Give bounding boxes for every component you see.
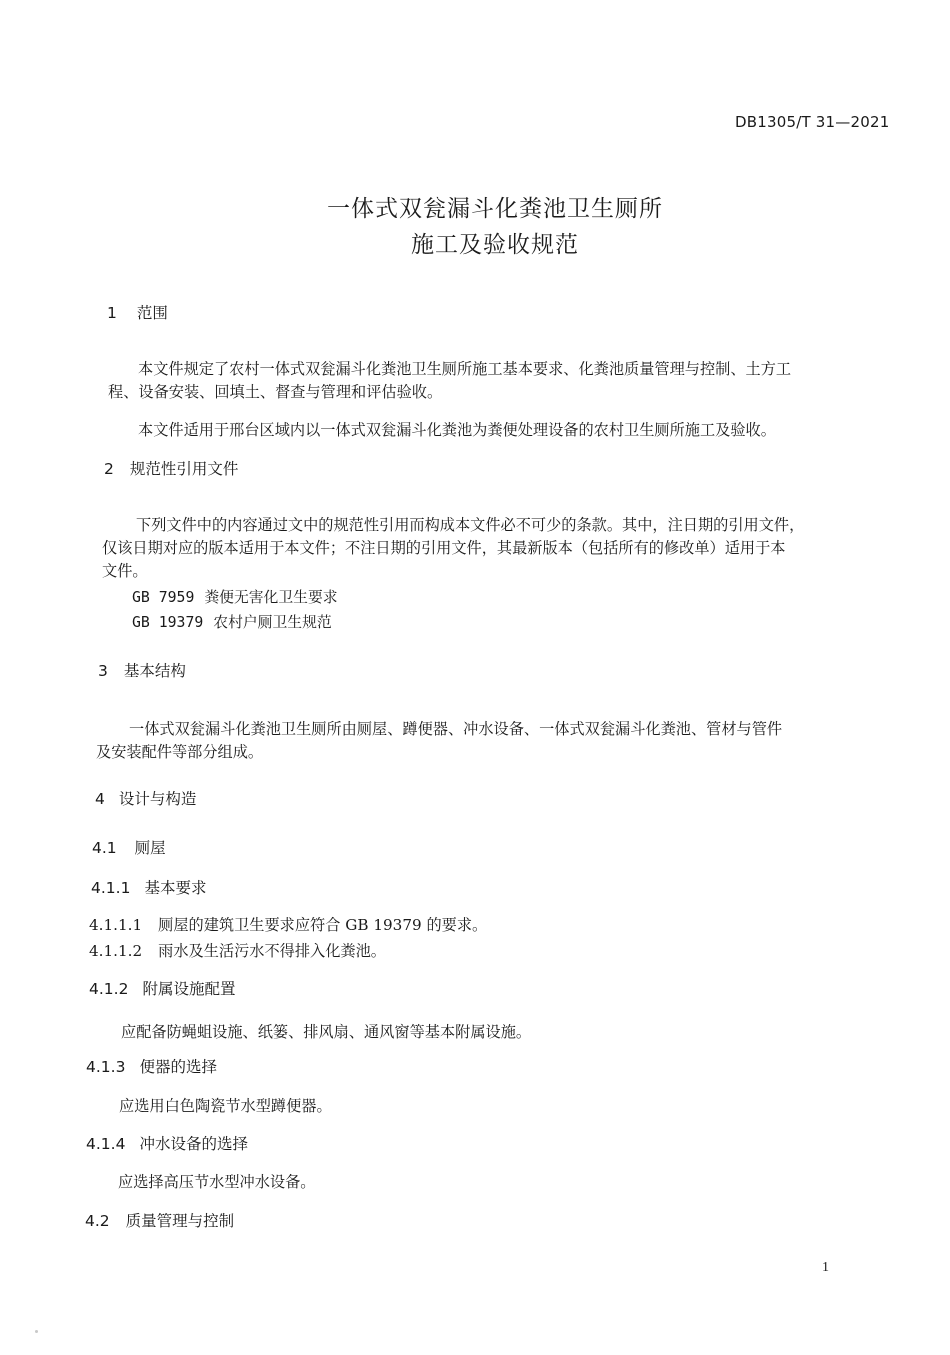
clause-4-1-1-1	[89, 914, 487, 937]
section-4-1-4-heading	[86, 1132, 248, 1154]
section-title: 附属设施配置	[142, 980, 236, 998]
section-title: 规范性引用文件	[129, 460, 239, 478]
section-number: 2	[104, 460, 114, 478]
section-3-heading	[98, 659, 186, 681]
reference-title: 农村户厕卫生规范	[213, 614, 332, 631]
section-2-heading	[104, 457, 238, 479]
section-2-paragraph-line-1: 下列文件中的内容通过文中的规范性引用而构成本文件必不可少的条款。其中，注日期的引用文件，	[136, 516, 805, 534]
section-title: 设计与构造	[118, 790, 197, 808]
section-number: 4.1.3	[86, 1058, 126, 1076]
section-1-paragraph-1-line-1: 本文件规定了农村一体式双瓮漏斗化粪池卫生厕所施工基本要求、化粪池质量管理与控制、土方工	[138, 360, 792, 378]
reference-item	[132, 611, 332, 634]
section-4-1-2-text: 应配备防蝇蛆设施、纸篓、排风扇、通风窗等基本附属设施。	[121, 1023, 532, 1041]
page-number: 1	[822, 1260, 829, 1275]
section-title: 质量管理与控制	[125, 1212, 235, 1230]
section-3-paragraph-line-2: 及安装配件等部分组成。	[96, 743, 264, 761]
section-1-heading	[107, 301, 168, 323]
section-4-1-2-heading	[89, 977, 235, 999]
section-4-1-heading	[92, 836, 166, 858]
section-2-paragraph-line-2: 仅该日期对应的版本适用于本文件；不注日期的引用文件，其最新版本（包括所有的修改单）适用于本	[102, 539, 786, 557]
section-4-heading	[95, 787, 196, 809]
section-number: 4.1.1	[91, 879, 131, 897]
section-2-paragraph-line-3: 文件。	[102, 562, 148, 580]
document-title-line-2: 施工及验收规范	[411, 232, 579, 258]
section-1-paragraph-2: 本文件适用于邢台区域内以一体式双瓮漏斗化粪池为粪便处理设备的农村卫生厕所施工及验收。	[138, 421, 776, 439]
clause-number: 4.1.1.1	[89, 916, 143, 934]
section-number: 4	[95, 790, 105, 808]
clause-text: 厕屋的建筑卫生要求应符合 GB 19379 的要求。	[158, 916, 488, 934]
document-code: DB1305/T 31—2021	[735, 113, 890, 131]
reference-code: GB 19379	[132, 614, 204, 631]
section-number: 4.2	[85, 1212, 110, 1230]
section-number: 4.1	[92, 839, 117, 857]
clause-number: 4.1.1.2	[89, 942, 143, 960]
section-4-2-heading	[85, 1209, 234, 1231]
scan-mark	[35, 1330, 38, 1333]
section-4-1-1-heading	[91, 876, 206, 898]
clause-text: 雨水及生活污水不得排入化粪池。	[158, 942, 386, 960]
section-1-paragraph-1-line-2: 程、设备安装、回填土、督查与管理和评估验收。	[108, 383, 443, 401]
section-title: 冲水设备的选择	[139, 1135, 248, 1153]
section-number: 1	[107, 304, 117, 322]
section-4-1-3-heading	[86, 1055, 217, 1077]
section-4-1-3-text: 应选用白色陶瓷节水型蹲便器。	[119, 1097, 332, 1115]
section-title: 基本结构	[123, 662, 186, 680]
section-title: 基本要求	[144, 879, 207, 897]
reference-code: GB 7959	[132, 589, 195, 606]
clause-4-1-1-2	[89, 940, 386, 963]
section-number: 4.1.4	[86, 1135, 126, 1153]
section-number: 3	[98, 662, 108, 680]
reference-item	[132, 586, 338, 609]
section-title: 厕屋	[134, 839, 166, 857]
document-title-line-1: 一体式双瓮漏斗化粪池卫生厕所	[327, 196, 663, 222]
section-title: 范围	[136, 304, 168, 322]
reference-title: 粪便无害化卫生要求	[204, 589, 338, 606]
section-number: 4.1.2	[89, 980, 129, 998]
section-4-1-4-text: 应选择高压节水型冲水设备。	[118, 1173, 316, 1191]
section-3-paragraph-line-1: 一体式双瓮漏斗化粪池卫生厕所由厕屋、蹲便器、冲水设备、一体式双瓮漏斗化粪池、管材与管件	[129, 720, 783, 738]
section-title: 便器的选择	[139, 1058, 217, 1076]
